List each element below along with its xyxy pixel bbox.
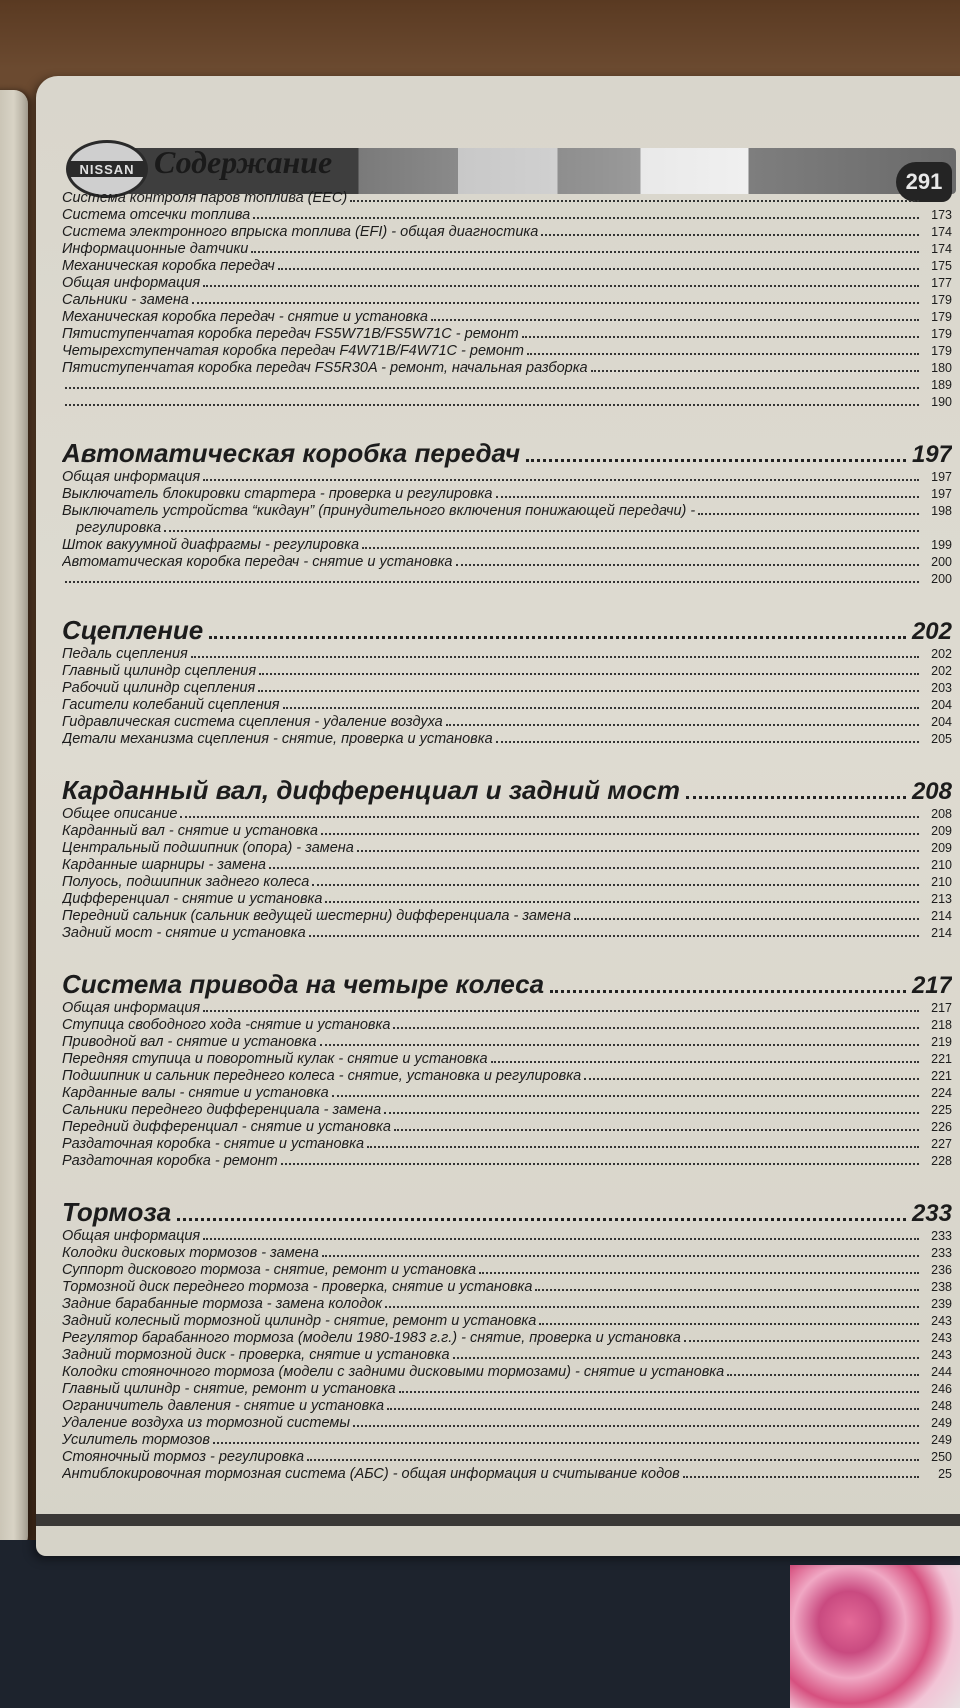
- dot-leader: [283, 707, 919, 709]
- dot-leader: [535, 1289, 919, 1291]
- toc-entry-page: 248: [931, 1399, 952, 1413]
- page-number-badge: 291: [896, 162, 952, 202]
- dot-leader: [312, 884, 919, 886]
- toc-entry: [62, 1102, 952, 1119]
- toc-entry-page: 217: [931, 1001, 952, 1015]
- toc-entry-page: 214: [931, 909, 952, 923]
- toc-entry-page: 197: [931, 470, 952, 484]
- dot-leader: [253, 217, 919, 219]
- toc-entry: [62, 1347, 952, 1364]
- toc-entry-page: 249: [931, 1433, 952, 1447]
- dot-leader: [203, 285, 919, 287]
- toc-entry: [62, 840, 952, 857]
- toc-entry-page: 227: [931, 1137, 952, 1151]
- toc-entry-page: 210: [931, 858, 952, 872]
- toc-entry-title: Ограничитель давления - снятие и установка: [62, 1398, 385, 1414]
- toc-entry-title: Пятиступенчатая коробка передач FS5R30A - ремонт, начальная разборка: [62, 360, 588, 376]
- toc-entry-title: Система отсечки топлива: [62, 207, 251, 223]
- dot-leader: [362, 547, 919, 549]
- dot-leader: [258, 690, 919, 692]
- toc-entry-page: 174: [931, 242, 952, 256]
- toc-entry-title: Задний тормозной диск - проверка, снятие и установка: [62, 1347, 450, 1363]
- toc-entry-title: Детали механизма сцепления - снятие, проверка и установка: [62, 731, 493, 747]
- toc-entry-page: 25: [938, 1467, 952, 1481]
- toc-entry-page: 189: [931, 378, 952, 392]
- toc-entry: [62, 714, 952, 731]
- section-title: Система привода на четыре колеса: [62, 969, 545, 999]
- toc-entry-title: Общая информация: [62, 469, 201, 485]
- toc-entry-page: 202: [931, 664, 952, 678]
- dot-leader: [309, 935, 919, 937]
- toc-entry-title: Система электронного впрыска топлива (EFI) - общая диагностика: [62, 224, 539, 240]
- toc-entry-title: Сальники переднего дифференциала - замена: [62, 1102, 382, 1118]
- section-heading: [62, 774, 952, 806]
- toc-entry: [62, 1466, 952, 1483]
- dot-leader: [496, 741, 919, 743]
- toc-entry: [62, 680, 952, 697]
- toc-entry-page: 233: [931, 1246, 952, 1260]
- dot-leader: [350, 200, 919, 202]
- toc-entry: [62, 697, 952, 714]
- dot-leader: [591, 370, 919, 372]
- toc-entry-title: Колодки дисковых тормозов - замена: [62, 1245, 319, 1261]
- dot-leader: [353, 1425, 919, 1427]
- toc-entry-page: 173: [931, 208, 952, 222]
- toc-entry-page: 226: [931, 1120, 952, 1134]
- page-title: Содержание: [154, 144, 333, 180]
- dot-leader: [209, 636, 906, 639]
- dot-leader: [281, 1163, 919, 1165]
- section-page: 208: [911, 778, 952, 805]
- dot-leader: [320, 1044, 919, 1046]
- dot-leader: [251, 251, 919, 253]
- toc-entry-title: Стояночный тормоз - регулировка: [62, 1449, 305, 1465]
- toc-entry-title: Главный цилиндр сцепления: [62, 663, 257, 679]
- toc-entry: [62, 1262, 952, 1279]
- dot-leader: [446, 724, 919, 726]
- toc-entry-title: Общее описание: [62, 806, 178, 822]
- toc-entry-page: 177: [931, 276, 952, 290]
- toc-entry-page: 225: [931, 1103, 952, 1117]
- toc-entry: [62, 258, 952, 275]
- toc-entry-page: 221: [931, 1069, 952, 1083]
- toc-entry-page: 198: [931, 504, 952, 518]
- toc-entry-page: 244: [931, 1365, 952, 1379]
- dot-leader: [367, 1146, 919, 1148]
- toc-entry: [62, 360, 952, 377]
- dot-leader: [191, 656, 919, 658]
- toc-entry: [62, 908, 952, 925]
- dot-leader: [526, 459, 906, 462]
- toc-entry: [62, 1415, 952, 1432]
- dot-leader: [550, 990, 906, 993]
- toc-entry-title: Гидравлическая система сцепления - удаление воздуха: [62, 714, 443, 730]
- dot-leader: [177, 1218, 906, 1221]
- dot-leader: [527, 353, 919, 355]
- toc-entry-title: Раздаточная коробка - снятие и установка: [62, 1136, 365, 1152]
- toc-entry-title: Усилитель тормозов: [62, 1432, 210, 1448]
- toc-entry-title: Выключатель блокировки стартера - проверка и регулировка: [62, 486, 493, 502]
- toc-entry-title: Тормозной диск переднего тормоза - проверка, снятие и установка: [62, 1279, 533, 1295]
- toc-entry-page: 213: [931, 892, 952, 906]
- dot-leader: [453, 1357, 919, 1359]
- toc-entry-title: Выключатель устройства “кикдаун” (принудительного включения понижающей передачи) -: [62, 503, 696, 519]
- toc-entry: [62, 1085, 952, 1102]
- section-title: Сцепление: [62, 615, 204, 645]
- toc-entry: [62, 343, 952, 360]
- toc-entry: [62, 486, 952, 503]
- toc-entry-page: 209: [931, 841, 952, 855]
- section-title: Карданный вал, дифференциал и задний мост: [62, 775, 680, 805]
- toc-entry: [62, 1432, 952, 1449]
- toc-entry-page: 219: [931, 1035, 952, 1049]
- toc-entry-page: 180: [931, 361, 952, 375]
- toc-entry-page: 236: [931, 1263, 952, 1277]
- toc-entry-page: 243: [931, 1331, 952, 1345]
- dot-leader: [683, 1476, 919, 1478]
- toc-entry-title: Четырехступенчатая коробка передач F4W71B/F4W71C - ремонт: [62, 343, 524, 359]
- toc-entry-title: Передний сальник (сальник ведущей шестерни) дифференциала - замена: [62, 908, 572, 924]
- toc-entry: [62, 1245, 952, 1262]
- toc-entry-title: Сальники - замена: [62, 292, 189, 308]
- toc-entry: [62, 646, 952, 663]
- toc-entry-page: 200: [931, 555, 952, 569]
- toc-entry: [62, 1136, 952, 1153]
- toc-entry: [62, 1364, 952, 1381]
- toc-entry: [62, 224, 952, 241]
- dot-leader: [213, 1442, 919, 1444]
- section-heading: [62, 437, 952, 469]
- toc-entry: [62, 503, 952, 520]
- toc-entry-page: 221: [931, 1052, 952, 1066]
- toc-entry: [62, 731, 952, 748]
- dot-leader: [522, 336, 919, 338]
- toc-entry-page: 204: [931, 698, 952, 712]
- toc-entry-page: 249: [931, 1416, 952, 1430]
- toc-entry-title: Регулятор барабанного тормоза (модели 1980-1983 г.г.) - снятие, проверка и установка: [62, 1330, 681, 1346]
- dot-leader: [684, 1340, 919, 1342]
- toc-entry-title: Карданные валы - снятие и установка: [62, 1085, 329, 1101]
- toc-entry-title: Общая информация: [62, 275, 201, 291]
- toc-entry: [62, 1279, 952, 1296]
- toc-entry-title: Передняя ступица и поворотный кулак - снятие и установка: [62, 1051, 488, 1067]
- dot-leader: [574, 918, 919, 920]
- toc-entry: [62, 309, 952, 326]
- section-page: 202: [911, 618, 952, 645]
- toc-entry-page: 210: [931, 875, 952, 889]
- section-heading: [62, 614, 952, 646]
- toc-entry-page: 202: [931, 647, 952, 661]
- toc-entry-title: Дифференциал - снятие и установка: [62, 891, 323, 907]
- toc-entry-page: 190: [931, 395, 952, 409]
- toc-entry: [62, 1051, 952, 1068]
- dot-leader: [387, 1408, 919, 1410]
- page-bottom-band: [36, 1514, 960, 1526]
- toc-entry-title: Механическая коробка передач: [62, 258, 275, 274]
- toc-entry-page: 214: [931, 926, 952, 940]
- dot-leader: [65, 387, 919, 389]
- section-title: Тормоза: [62, 1197, 172, 1227]
- toc-entry-title: Ступица свободного хода -снятие и установка: [62, 1017, 391, 1033]
- dot-leader: [539, 1323, 919, 1325]
- toc-entry-page: 233: [931, 1229, 952, 1243]
- toc-entry: [62, 1119, 952, 1136]
- dot-leader: [180, 816, 919, 818]
- section-page: 217: [911, 972, 952, 999]
- dot-leader: [384, 1112, 919, 1114]
- toc-entry-title: Общая информация: [62, 1228, 201, 1244]
- toc-entry-title: Педаль сцепления: [62, 646, 188, 662]
- section-heading: [62, 1196, 952, 1228]
- toc-entry: [62, 241, 952, 258]
- toc-entry-page: 250: [931, 1450, 952, 1464]
- toc-entry-title: Задние барабанные тормоза - замена колодок: [62, 1296, 383, 1312]
- toc-entry: [62, 326, 952, 343]
- dot-leader: [203, 479, 919, 481]
- toc-entry-title: Удаление воздуха из тормозной системы: [62, 1415, 350, 1431]
- toc-entry: [62, 537, 952, 554]
- dot-leader: [259, 673, 919, 675]
- toc-entry-title: Карданные шарниры - замена: [62, 857, 266, 873]
- toc-entry: [62, 275, 952, 292]
- toc-entry: [62, 857, 952, 874]
- toc-entry-title: Передний дифференциал - снятие и установка: [62, 1119, 391, 1135]
- dot-leader: [541, 234, 919, 236]
- toc-entry-page: 179: [931, 310, 952, 324]
- toc-entry: [62, 1034, 952, 1051]
- toc-entry: [62, 520, 952, 537]
- toc-entry-title: Гасители колебаний сцепления: [62, 697, 280, 713]
- toc-entry: [62, 1381, 952, 1398]
- toc-entry: [62, 663, 952, 680]
- logo-text: NISSAN: [69, 161, 145, 177]
- toc-entry-page: 246: [931, 1382, 952, 1396]
- toc-entry-title: Раздаточная коробка - ремонт: [62, 1153, 278, 1169]
- dot-leader: [164, 530, 919, 532]
- toc-entry: [62, 1068, 952, 1085]
- toc-entry-title: Карданный вал - снятие и установка: [62, 823, 318, 839]
- toc-entry-title: Механическая коробка передач - снятие и установка: [62, 309, 428, 325]
- toc-entry-page: 199: [931, 538, 952, 552]
- toc-entry: [62, 571, 952, 588]
- toc-entry-title: регулировка: [76, 520, 162, 536]
- dot-leader: [431, 319, 919, 321]
- toc-entry-page: 224: [931, 1086, 952, 1100]
- toc-entry-page: 200: [931, 572, 952, 586]
- table-of-contents: [62, 190, 952, 1483]
- toc-entry: [62, 1313, 952, 1330]
- toc-entry-title: Система контроля паров топлива (EEC): [62, 190, 348, 206]
- toc-entry-page: 175: [931, 259, 952, 273]
- toc-entry: [62, 1153, 952, 1170]
- dot-leader: [479, 1272, 919, 1274]
- toc-entry-title: Антиблокировочная тормозная система (АБС) - общая информация и считывание кодов: [62, 1466, 680, 1482]
- toc-entry-title: Рабочий цилиндр сцепления: [62, 680, 256, 696]
- toc-entry: [62, 554, 952, 571]
- toc-entry: [62, 377, 952, 394]
- dot-leader: [496, 496, 920, 498]
- toc-entry-title: Пятиступенчатая коробка передач FS5W71B/FS5W71C - ремонт: [62, 326, 519, 342]
- toc-entry-page: 243: [931, 1314, 952, 1328]
- toc-entry-title: Приводной вал - снятие и установка: [62, 1034, 317, 1050]
- dot-leader: [203, 1238, 919, 1240]
- toc-entry-title: Полуось, подшипник заднего колеса: [62, 874, 310, 890]
- toc-entry-page: 174: [931, 225, 952, 239]
- toc-entry-title: Автоматическая коробка передач - снятие и установка: [62, 554, 453, 570]
- section-title: Автоматическая коробка передач: [62, 438, 521, 468]
- toc-entry: [62, 891, 952, 908]
- toc-entry: [62, 1000, 952, 1017]
- toc-entry-page: 179: [931, 293, 952, 307]
- background-floral-cloth: [790, 1565, 960, 1708]
- toc-entry: [62, 874, 952, 891]
- section-page: 197: [911, 441, 952, 468]
- section-heading: [62, 968, 952, 1000]
- dot-leader: [325, 901, 919, 903]
- dot-leader: [399, 1391, 919, 1393]
- toc-entry-page: 204: [931, 715, 952, 729]
- toc-entry: [62, 1228, 952, 1245]
- dot-leader: [278, 268, 919, 270]
- dot-leader: [727, 1374, 919, 1376]
- toc-entry: [62, 1296, 952, 1313]
- section-page: 233: [911, 1200, 952, 1227]
- dot-leader: [192, 302, 919, 304]
- dot-leader: [698, 513, 919, 515]
- dot-leader: [332, 1095, 919, 1097]
- dot-leader: [385, 1306, 919, 1308]
- toc-entry-title: Колодки стояночного тормоза (модели с задними дисковыми тормозами) - снятие и установка: [62, 1364, 725, 1380]
- toc-entry-page: 218: [931, 1018, 952, 1032]
- dot-leader: [269, 867, 919, 869]
- toc-entry-title: Главный цилиндр - снятие, ремонт и установка: [62, 1381, 396, 1397]
- toc-entry-title: Суппорт дискового тормоза - снятие, ремонт и установка: [62, 1262, 477, 1278]
- dot-leader: [65, 581, 919, 583]
- dot-leader: [321, 833, 919, 835]
- toc-entry: [62, 394, 952, 411]
- toc-entry: [62, 1330, 952, 1347]
- dot-leader: [65, 404, 919, 406]
- toc-entry: [62, 1449, 952, 1466]
- toc-entry-page: 228: [931, 1154, 952, 1168]
- toc-entry: [62, 292, 952, 309]
- toc-entry-title: Задний мост - снятие и установка: [62, 925, 306, 941]
- dot-leader: [584, 1078, 919, 1080]
- toc-entry: [62, 1017, 952, 1034]
- toc-entry-title: Задний колесный тормозной цилиндр - снятие, ремонт и установка: [62, 1313, 537, 1329]
- toc-entry-page: 243: [931, 1348, 952, 1362]
- toc-entry-page: 179: [931, 327, 952, 341]
- dot-leader: [203, 1010, 919, 1012]
- toc-entry: [62, 925, 952, 942]
- dot-leader: [307, 1459, 919, 1461]
- toc-entry: [62, 1398, 952, 1415]
- toc-entry-title: Общая информация: [62, 1000, 201, 1016]
- toc-entry: [62, 207, 952, 224]
- left-page-edge: [0, 90, 28, 1550]
- toc-entry: [62, 823, 952, 840]
- dot-leader: [491, 1061, 919, 1063]
- dot-leader: [686, 796, 906, 799]
- toc-entry-page: 209: [931, 824, 952, 838]
- toc-entry-page: 238: [931, 1280, 952, 1294]
- dot-leader: [394, 1129, 919, 1131]
- toc-entry-page: 203: [931, 681, 952, 695]
- toc-entry-page: 205: [931, 732, 952, 746]
- toc-entry-page: 197: [931, 487, 952, 501]
- dot-leader: [456, 564, 920, 566]
- toc-entry-title: Шток вакуумной диафрагмы - регулировка: [62, 537, 360, 553]
- toc-entry: [62, 806, 952, 823]
- dot-leader: [322, 1255, 919, 1257]
- toc-entry-page: 208: [931, 807, 952, 821]
- toc-entry: [62, 190, 952, 207]
- toc-entry-page: 239: [931, 1297, 952, 1311]
- toc-entry: [62, 469, 952, 486]
- dot-leader: [393, 1027, 919, 1029]
- toc-entry-page: 179: [931, 344, 952, 358]
- dot-leader: [357, 850, 919, 852]
- toc-entry-title: Центральный подшипник (опора) - замена: [62, 840, 354, 856]
- toc-entry-title: Информационные датчики: [62, 241, 249, 257]
- toc-entry-title: Подшипник и сальник переднего колеса - снятие, установка и регулировка: [62, 1068, 582, 1084]
